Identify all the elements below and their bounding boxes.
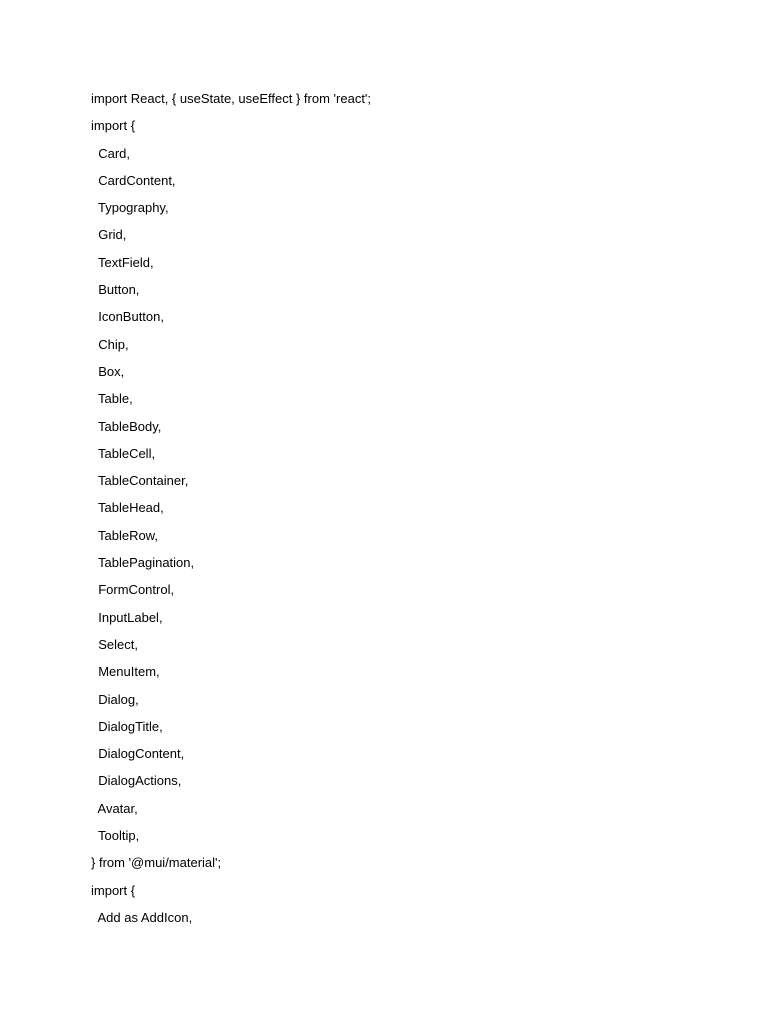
code-line: import React, { useState, useEffect } from 'react'; [91, 91, 372, 106]
code-line: Chip, [91, 336, 129, 352]
code-line: TableCell, [91, 445, 156, 461]
code-line: Add as AddIcon, [91, 909, 193, 925]
code-line: DialogContent, [91, 746, 185, 762]
code-line: import { [91, 118, 136, 134]
code-line: TableContainer, [91, 473, 189, 489]
code-line: Select, [91, 636, 138, 652]
code-text-block [91, 85, 371, 931]
code-line: Table, [91, 391, 133, 407]
code-line: TableBody, [91, 418, 162, 434]
code-line: InputLabel, [91, 609, 163, 625]
code-line: CardContent, [91, 172, 176, 188]
code-line: TablePagination, [91, 555, 195, 571]
code-line: Typography, [91, 200, 169, 216]
code-line: DialogActions, [91, 773, 182, 789]
code-line: IconButton, [91, 309, 164, 325]
code-line: Grid, [91, 227, 127, 243]
code-line: Box, [91, 363, 125, 379]
code-line: TextField, [91, 254, 154, 270]
code-line: Card, [91, 145, 131, 161]
code-line: MenuItem, [91, 664, 160, 680]
code-line: } from '@mui/material'; [91, 855, 222, 871]
code-line: TableRow, [91, 527, 158, 543]
code-line: Avatar, [91, 800, 138, 816]
code-line: Button, [91, 282, 140, 298]
code-line: DialogTitle, [91, 718, 163, 734]
code-line: FormControl, [91, 582, 175, 598]
code-line: Tooltip, [91, 828, 140, 844]
code-line: Dialog, [91, 691, 139, 707]
code-line: TableHead, [91, 500, 164, 516]
code-line: import { [91, 882, 136, 898]
